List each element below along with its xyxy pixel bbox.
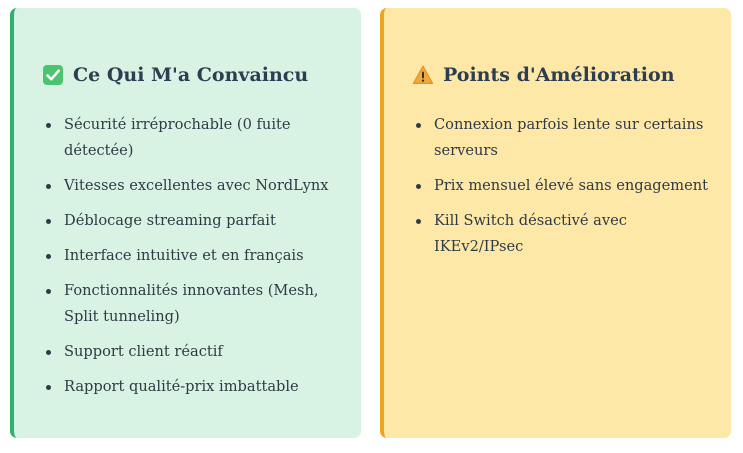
- cons-list: [412, 112, 711, 260]
- list-item-text: Vitesses excellentes avec NordLynx: [64, 177, 329, 194]
- bullet-icon: [46, 219, 51, 224]
- list-item-text: Rapport qualité-prix imbattable: [64, 378, 299, 395]
- bullet-icon: [46, 385, 51, 390]
- bullet-icon: [416, 123, 421, 128]
- bullet-icon: [46, 350, 51, 355]
- bullet-icon: [46, 289, 51, 294]
- list-item-text: Support client réactif: [64, 343, 223, 360]
- bullet-icon: [46, 123, 51, 128]
- list-item: [412, 208, 711, 260]
- pros-title: [42, 62, 341, 88]
- list-item-text: Connexion parfois lente sur certains serveurs: [434, 116, 704, 159]
- list-item: [412, 173, 711, 199]
- bullet-icon: [416, 184, 421, 189]
- bullet-icon: [46, 184, 51, 189]
- bullet-icon: [46, 254, 51, 259]
- check-mark-button-icon: [42, 64, 64, 86]
- list-item: [42, 112, 341, 164]
- list-item-text: Kill Switch désactivé avec IKEv2/IPsec: [434, 212, 627, 255]
- list-item: [42, 208, 341, 234]
- cons-title: [412, 62, 711, 88]
- list-item-text: Interface intuitive et en français: [64, 247, 304, 264]
- list-item: [42, 278, 341, 330]
- list-item-text: Déblocage streaming parfait: [64, 212, 276, 229]
- list-item: [42, 173, 341, 199]
- list-item-text: Sécurité irréprochable (0 fuite détectée): [64, 116, 291, 159]
- warning-icon: [412, 64, 434, 86]
- list-item-text: Fonctionnalités innovantes (Mesh, Split tunneling): [64, 282, 319, 325]
- list-item: [412, 112, 711, 164]
- pros-card: [10, 8, 361, 438]
- list-item: [42, 243, 341, 269]
- list-item-text: Prix mensuel élevé sans engagement: [434, 177, 709, 194]
- list-item: [42, 339, 341, 365]
- pros-title-text: Ce Qui M'a Convaincu: [73, 64, 309, 86]
- cons-title-text: Points d'Amélioration: [443, 64, 675, 86]
- bullet-icon: [416, 219, 421, 224]
- pros-list: [42, 112, 341, 400]
- list-item: [42, 374, 341, 400]
- cons-card: [380, 8, 731, 438]
